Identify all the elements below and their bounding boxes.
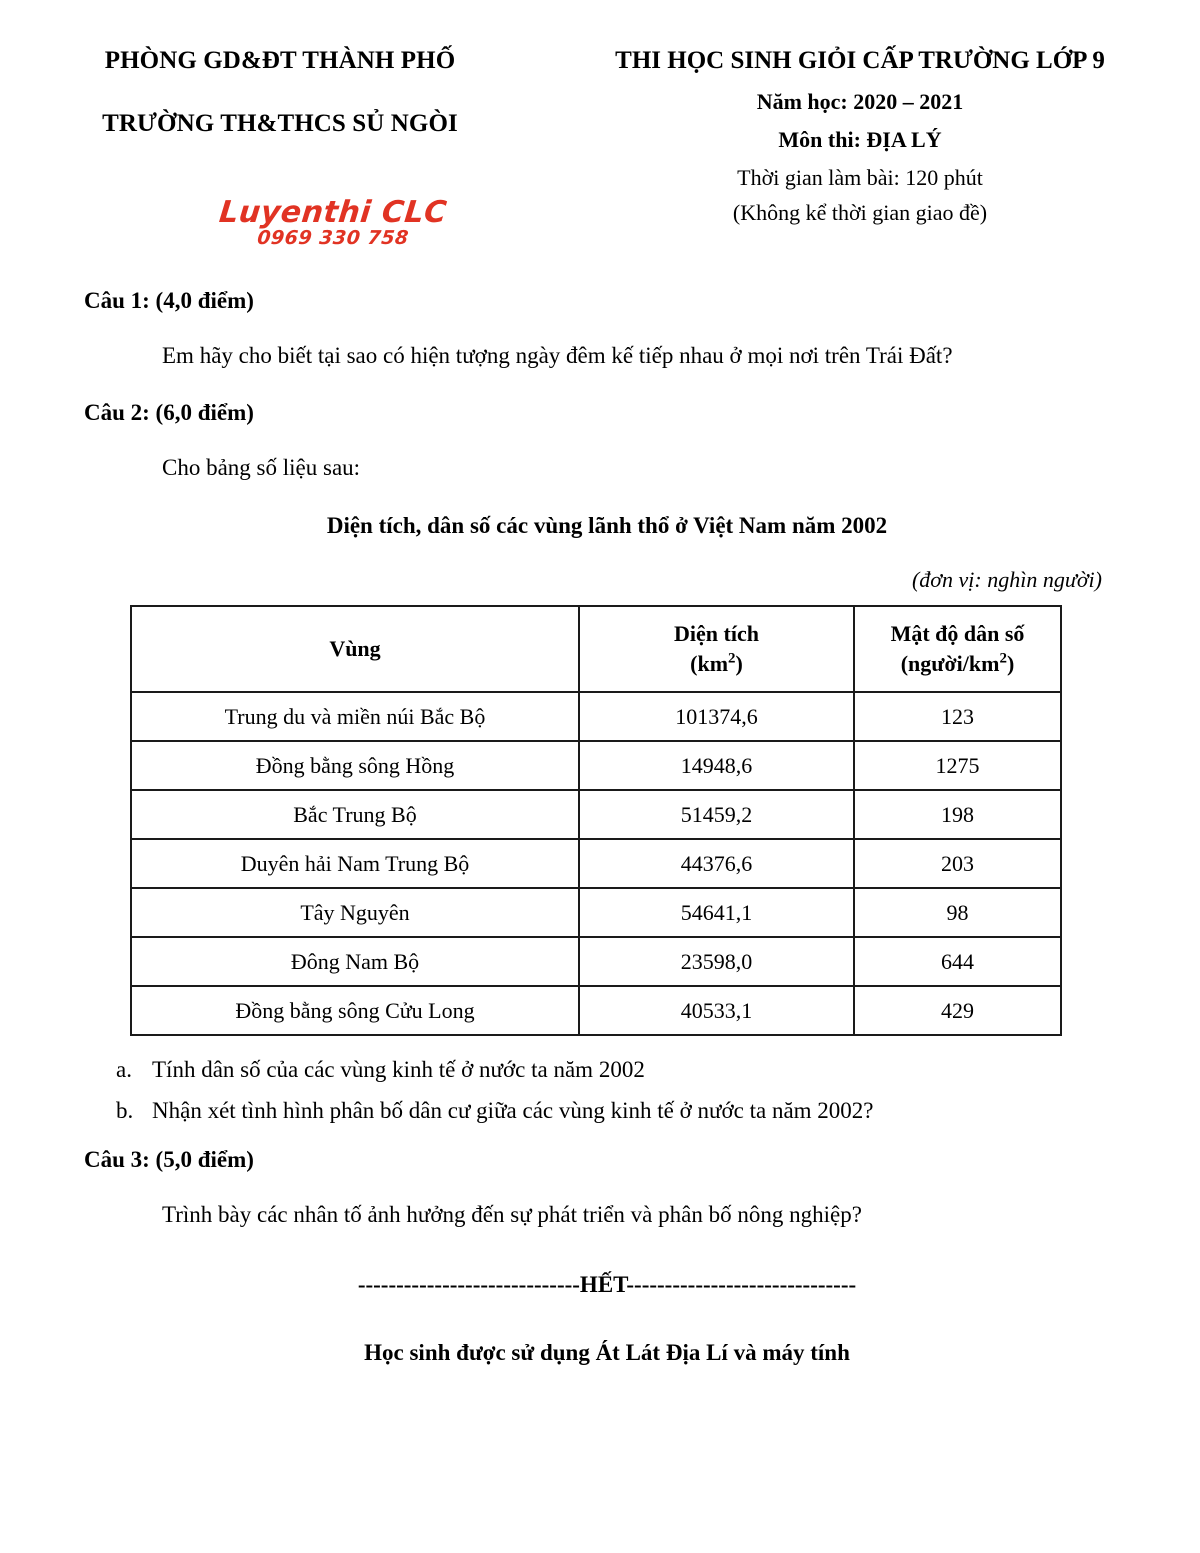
exam-content (0, 289, 1200, 1366)
header-density-label: Mật độ dân số (890, 621, 1025, 647)
cell-density: 123 (854, 692, 1061, 741)
document-header (0, 0, 1200, 237)
cell-area: 51459,2 (579, 790, 854, 839)
cell-area: 101374,6 (579, 692, 854, 741)
exam-duration-note: (Không kể thời gian giao đề) (732, 200, 988, 225)
table-body (131, 692, 1061, 1035)
cell-area: 23598,0 (579, 937, 854, 986)
cell-density: 1275 (854, 741, 1061, 790)
exam-duration: Thời gian làm bài: 120 phút (737, 165, 983, 190)
header-cell-region (131, 606, 579, 692)
question-1-body: Em hãy cho biết tại sao có hiện tượng ngày đêm kế tiếp nhau ở mọi nơi trên Trái Đất? (162, 343, 953, 368)
table-row (131, 839, 1061, 888)
table-row (131, 741, 1061, 790)
cell-density: 198 (854, 790, 1061, 839)
logo-phone-number: 0969 330 758 (256, 227, 410, 249)
question-2-sub-list (84, 1058, 1130, 1122)
cell-density: 429 (854, 986, 1061, 1035)
allowed-materials-note: Học sinh được sử dụng Át Lát Địa Lí và máy tính (364, 1340, 850, 1365)
header-right-block (540, 48, 1180, 237)
table-head (131, 606, 1061, 692)
list-item-marker: a. (116, 1057, 132, 1082)
question-3-body: Trình bày các nhân tố ảnh hưởng đến sự phát triển và phân bố nông nghiệp? (162, 1202, 862, 1227)
question-2-body: Cho bảng số liệu sau: (162, 455, 361, 480)
cell-region: Đông Nam Bộ (131, 937, 579, 986)
end-of-exam-line: -----------------------------HẾT------------------------------ (357, 1272, 857, 1297)
table-header-row (131, 606, 1061, 692)
list-item-label: Nhận xét tình hình phân bố dân cư giữa các vùng kinh tế ở nước ta năm 2002? (152, 1098, 874, 1123)
cell-area: 54641,1 (579, 888, 854, 937)
data-table-unit-note: (đơn vị: nghìn người) (911, 567, 1102, 592)
cell-density: 644 (854, 937, 1061, 986)
list-item (116, 1058, 1130, 1081)
table-row (131, 692, 1061, 741)
cell-area: 44376,6 (579, 839, 854, 888)
logo-brand-text: Luyenthi CLC (217, 195, 449, 230)
cell-density: 98 (854, 888, 1061, 937)
table-row (131, 790, 1061, 839)
school-name: TRƯỜNG TH&THCS SỦ NGÒI (102, 110, 458, 137)
list-item-marker: b. (116, 1098, 134, 1123)
luyenthi-clc-logo (217, 195, 449, 249)
exam-title: THI HỌC SINH GIỎI CẤP TRƯỜNG LỚP 9 (615, 47, 1105, 74)
header-density-unit-pre: (người/km (900, 651, 1000, 676)
data-table-title: Diện tích, dân số các vùng lãnh thổ ở Việt Nam năm 2002 (326, 513, 888, 538)
department-name: PHÒNG GD&ĐT THÀNH PHỐ (104, 47, 456, 74)
cell-region: Đồng bằng sông Hồng (131, 741, 579, 790)
header-density-unit (855, 649, 1060, 679)
header-density-unit-post: ) (1006, 651, 1015, 676)
header-density-unit-sup: 2 (999, 650, 1007, 667)
header-area-label: Diện tích (674, 621, 759, 647)
region-area-density-table (130, 605, 1062, 1036)
cell-region: Bắc Trung Bộ (131, 790, 579, 839)
list-item (116, 1099, 1130, 1122)
table-row (131, 986, 1061, 1035)
header-cell-density (854, 606, 1061, 692)
header-area-unit-sup: 2 (728, 650, 736, 667)
cell-region: Trung du và miền núi Bắc Bộ (131, 692, 579, 741)
header-area-unit-post: ) (735, 651, 743, 676)
list-item-label: Tính dân số của các vùng kinh tế ở nước ta năm 2002 (152, 1057, 645, 1082)
exam-subject: Môn thi: ĐỊA LÝ (778, 127, 942, 152)
header-left-block (0, 48, 540, 174)
cell-region: Đồng bằng sông Cửu Long (131, 986, 579, 1035)
header-area-unit (580, 649, 853, 679)
question-3-heading: Câu 3: (5,0 điểm) (84, 1147, 254, 1172)
table-row (131, 888, 1061, 937)
header-cell-area (579, 606, 854, 692)
header-area-unit-pre: (km (690, 651, 729, 676)
cell-density: 203 (854, 839, 1061, 888)
cell-region: Duyên hải Nam Trung Bộ (131, 839, 579, 888)
school-year: Năm học: 2020 – 2021 (756, 89, 964, 114)
question-2-heading: Câu 2: (6,0 điểm) (84, 400, 254, 425)
cell-region: Tây Nguyên (131, 888, 579, 937)
cell-area: 14948,6 (579, 741, 854, 790)
question-1-heading: Câu 1: (4,0 điểm) (84, 288, 254, 313)
cell-area: 40533,1 (579, 986, 854, 1035)
table-row (131, 937, 1061, 986)
header-region-label: Vùng (329, 636, 381, 662)
